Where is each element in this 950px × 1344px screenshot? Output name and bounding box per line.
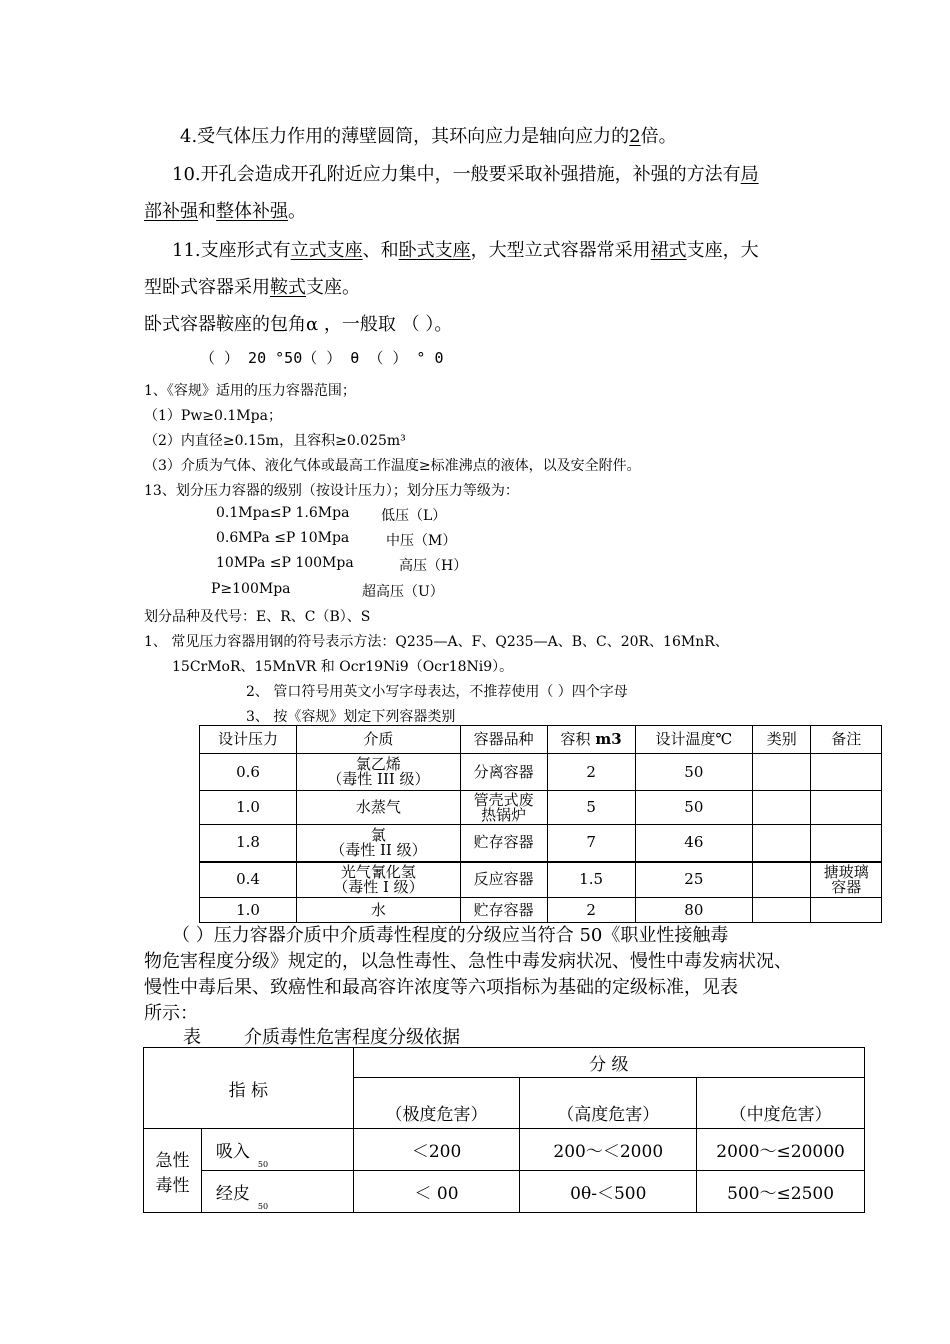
medium-toxicity: （毒性 I 级）	[333, 877, 424, 896]
header-cell: 设计温度℃	[635, 726, 753, 754]
scope-item: （2）内直径≥0.15m，且容积≥0.025m³	[144, 433, 406, 449]
acute-toxicity-label	[144, 1129, 202, 1213]
cell-class	[753, 791, 811, 825]
row-label	[201, 1171, 353, 1213]
cell-class	[753, 898, 811, 923]
cell-kind: 贮存容器	[460, 825, 547, 862]
para-10-tail: 。	[288, 201, 306, 222]
header-volume: 容积	[560, 730, 591, 748]
cell-kind: 反应容器	[460, 862, 547, 898]
classify-title: 3、 按《容规》划定下列容器类别	[246, 709, 456, 725]
header-cell: 容器品种	[460, 726, 547, 754]
cell-volume: 1.5	[547, 862, 635, 898]
cell-volume: 2	[547, 898, 635, 923]
cell-class	[753, 825, 811, 862]
table-header-row	[200, 726, 882, 754]
para-11-answer-1: 立式支座	[290, 240, 363, 261]
scope-item: （3）介质为气体、液化气体或最高工作温度≥标准沸点的液体，以及安全附件。	[144, 458, 641, 474]
cell-class	[753, 754, 811, 791]
level-range: 10MPa ≤P 100Mpa	[216, 555, 354, 571]
cell-value: 2000～≤20000	[697, 1129, 865, 1171]
saddle-options: （ ） 20 °50（ ） θ （ ） ° 0	[200, 349, 444, 367]
steel-line1: 1、 常见压力容器用钢的符号表示方法：Q235—A、F、Q235—A、B、C、20R、16MnR、	[144, 634, 729, 650]
level-label: 超高压（U）	[362, 584, 444, 600]
note-line: 搪玻璃	[823, 862, 869, 881]
cell-kind	[460, 791, 547, 825]
medium-name: 光气氰化氢	[340, 862, 416, 881]
para-10-mid: 和	[198, 201, 216, 222]
cell-pressure: 0.6	[200, 754, 297, 791]
cell-note	[811, 862, 882, 898]
kind-line: 管壳式废	[473, 790, 534, 809]
para-10-text: 10.开孔会造成开孔附近应力集中，一般要采取补强措施，补强的方法有	[172, 164, 741, 185]
cell-note	[811, 825, 882, 862]
cell-temp: 50	[635, 791, 753, 825]
para-4-answer: 2	[629, 126, 641, 147]
grade-high: （高度危害）	[520, 1078, 697, 1129]
row-label-text: 经皮	[215, 1184, 250, 1204]
vessel-class-table	[199, 725, 882, 923]
grade-header: 分 级	[353, 1048, 864, 1078]
para-10-answer-c: 整体补强	[216, 201, 288, 222]
para-11-line2-text: 型卧式容器采用	[144, 277, 270, 298]
para-11-sep-3: 支座，大	[686, 240, 759, 261]
level-label: 中压（M）	[386, 533, 457, 549]
scope-title: 1、《容规》适用的压力容器范围；	[144, 383, 356, 399]
cell-note	[811, 791, 882, 825]
toxic-para-line3: 慢性中毒后果、致癌性和最高容许浓度等六项指标为基础的定级标准，见表	[144, 977, 738, 998]
toxic-para-line1: （ ）压力容器介质中介质毒性程度的分级应当符合 50《职业性接触毒	[172, 925, 729, 946]
group-line: 毒性	[155, 1175, 190, 1196]
table2-caption-prefix: 表	[183, 1027, 201, 1048]
para-10-line1	[172, 160, 759, 186]
para-4	[180, 122, 677, 148]
para-11-line1	[172, 236, 759, 262]
cell-medium	[297, 862, 461, 898]
cell-temp: 80	[635, 898, 753, 923]
table-row	[144, 1171, 865, 1213]
medium-name: 氯	[370, 825, 386, 844]
para-11-answer-3: 裙式	[650, 240, 687, 261]
para-11-answer-2: 卧式支座	[398, 240, 471, 261]
para-4-text: 4.受气体压力作用的薄壁圆筒，其环向应力是轴向应力的	[180, 126, 630, 147]
cell-volume: 5	[547, 791, 635, 825]
para-11-text: 11.支座形式有	[172, 240, 291, 261]
level-label: 高压（H）	[399, 558, 468, 574]
kind-line: 热锅炉	[481, 805, 527, 824]
level-range: 0.6MPa ≤P 10Mpa	[216, 530, 350, 546]
level-range: 0.1Mpa≤P 1.6Mpa	[216, 505, 350, 521]
cell-pressure: 1.8	[200, 825, 297, 862]
note-line: 容器	[831, 877, 862, 896]
group-line: 急性	[155, 1150, 190, 1171]
cell-value: 200～＜2000	[520, 1129, 697, 1171]
cell-value: ＜200	[353, 1129, 520, 1171]
cell-kind: 贮存容器	[460, 898, 547, 923]
cell-value: 500～≤2500	[697, 1171, 865, 1213]
row-label-sub: 50	[257, 1202, 269, 1211]
medium-toxicity: （毒性 II 级）	[330, 840, 427, 859]
header-cell: 备注	[811, 726, 882, 754]
medium-name: 氯乙烯	[355, 755, 401, 773]
table-row	[200, 791, 882, 825]
table-row	[200, 898, 882, 923]
cell-class	[753, 862, 811, 898]
cell-temp: 46	[635, 825, 753, 862]
grade-extreme: （极度危害）	[353, 1078, 520, 1129]
para-11-sep-1: 、和	[362, 240, 399, 261]
table-row	[200, 754, 882, 791]
medium-toxicity: （毒性 III 级）	[327, 770, 430, 788]
kind-line: 分离容器	[473, 762, 534, 781]
header-cell: 类别	[753, 726, 811, 754]
cell-temp: 25	[635, 862, 753, 898]
category-codes: 划分品种及代号：E、R、C（B）、S	[144, 609, 371, 625]
header-volume-unit: m3	[595, 730, 622, 748]
para-11-sep-2: ，大型立式容器常采用	[470, 240, 651, 261]
row-label-text: 吸入	[215, 1142, 250, 1162]
para-10-answer-b: 部补强	[144, 201, 198, 222]
steel-line2: 15CrMoR、15MnVR 和 Ocr19Ni9（Ocr18Ni9）。	[172, 659, 514, 675]
para-11-line2	[144, 273, 360, 299]
cell-medium: 水	[297, 898, 461, 923]
cell-medium	[297, 825, 461, 862]
scope-item: （1）Pw≥0.1Mpa；	[144, 408, 282, 424]
para-10-answer-a: 局	[740, 164, 759, 185]
row-label-sub: 50	[257, 1160, 269, 1169]
cell-medium: 水蒸气	[297, 791, 461, 825]
cell-medium	[297, 754, 461, 791]
cell-note	[811, 898, 882, 923]
toxicity-grade-table	[143, 1047, 865, 1213]
table2-caption: 介质毒性危害程度分级依据	[244, 1027, 460, 1048]
toxic-para-line4: 所示：	[144, 1003, 198, 1024]
cell-value: 0θ-＜500	[520, 1171, 697, 1213]
cell-temp: 50	[635, 754, 753, 791]
levels-title: 13、划分压力容器的级别（按设计压力）；划分压力等级为：	[144, 483, 519, 499]
cell-note	[811, 754, 882, 791]
para-4-tail: 倍。	[640, 126, 677, 147]
header-cell: 设计压力	[200, 726, 297, 754]
para-10-line2	[144, 197, 306, 223]
table2-header-row	[144, 1048, 865, 1078]
table-row	[144, 1129, 865, 1171]
level-label: 低压（L）	[381, 508, 447, 524]
saddle-question: 卧式容器鞍座的包角α ，一般取 （ ）。	[144, 314, 453, 335]
cell-pressure: 1.0	[200, 898, 297, 923]
cell-volume: 7	[547, 825, 635, 862]
cell-pressure: 1.0	[200, 791, 297, 825]
nozzle-question: 2、 管口符号用英文小写字母表达，不推荐使用（ ）四个字母	[246, 684, 628, 700]
para-11-tail: 支座。	[306, 277, 360, 298]
table-row	[200, 825, 882, 862]
cell-pressure: 0.4	[200, 862, 297, 898]
row-label	[201, 1129, 353, 1171]
level-range: P≥100Mpa	[211, 581, 291, 597]
para-11-answer-4: 鞍式	[270, 277, 306, 298]
cell-volume: 2	[547, 754, 635, 791]
cell-value: ＜ 00	[353, 1171, 520, 1213]
index-header: 指 标	[144, 1048, 354, 1129]
cell-kind	[460, 754, 547, 791]
header-cell	[547, 726, 635, 754]
toxic-para-line2: 物危害程度分级》规定的，以急性毒性、急性中毒发病状况、慢性中毒发病状况、	[144, 951, 792, 972]
table-row	[200, 862, 882, 898]
grade-moderate: （中度危害）	[697, 1078, 865, 1129]
header-cell: 介质	[297, 726, 461, 754]
